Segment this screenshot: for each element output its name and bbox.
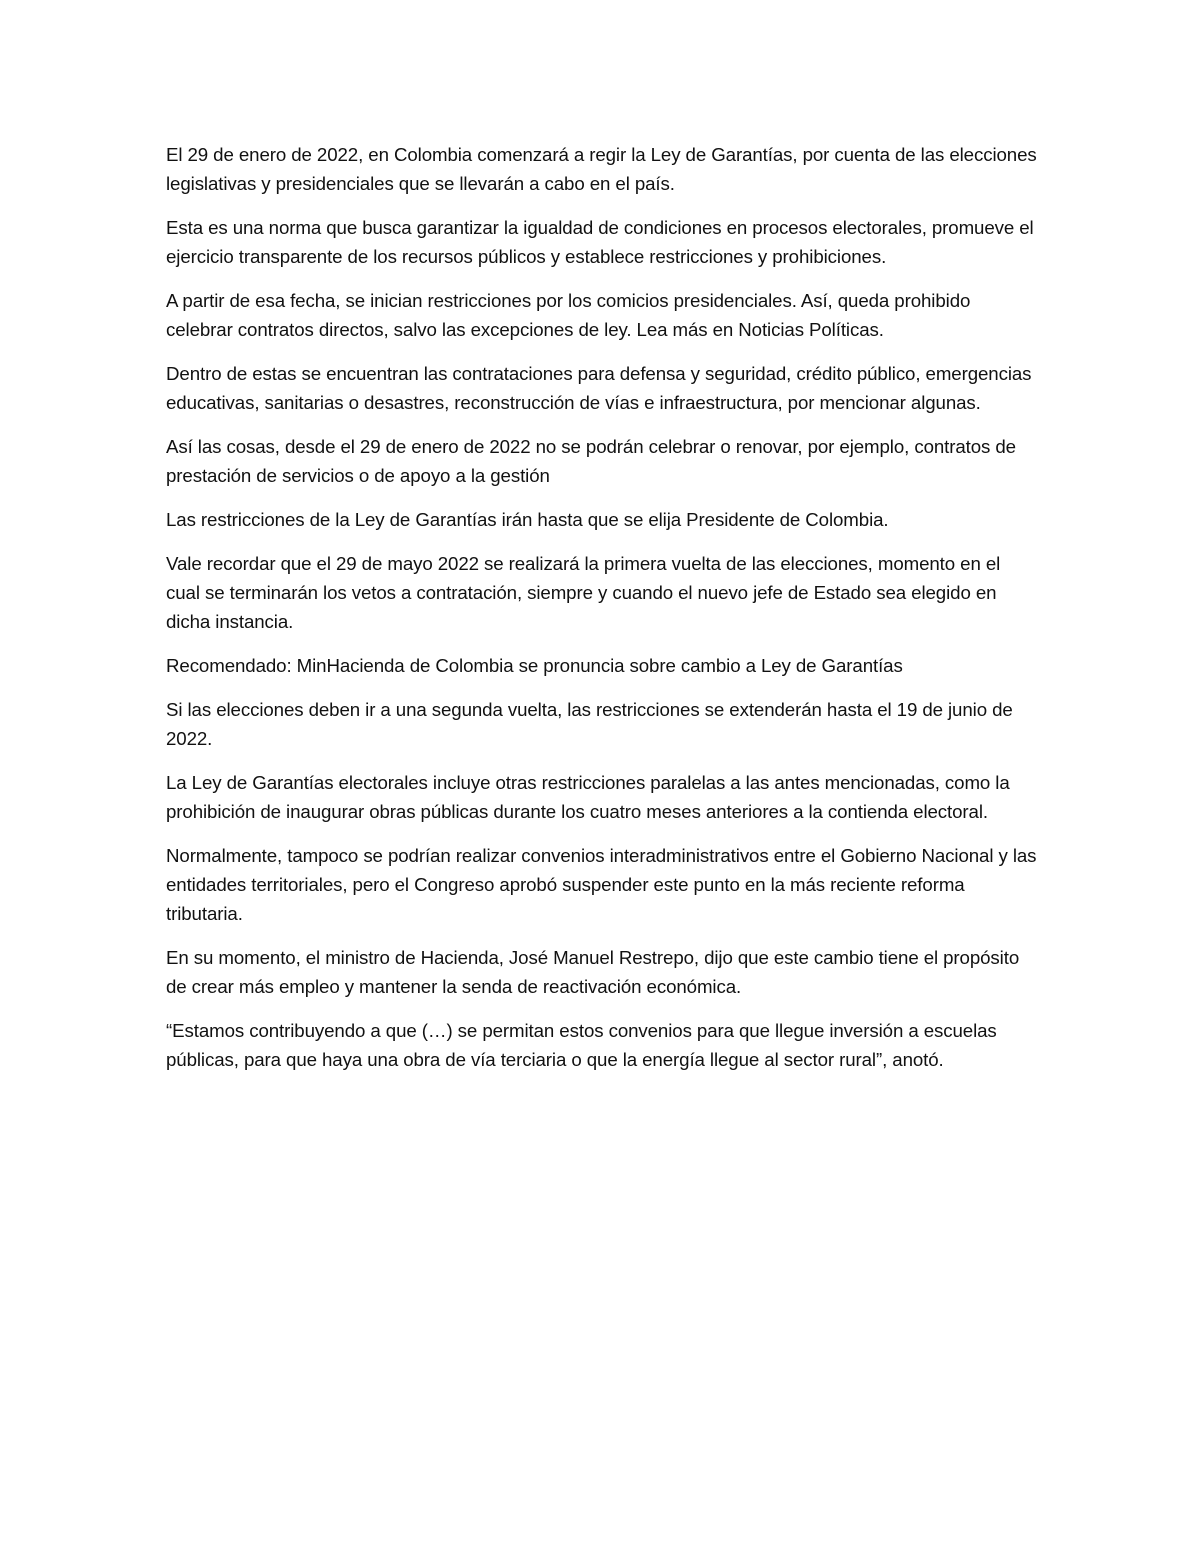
paragraph-6: Las restricciones de la Ley de Garantías irán hasta que se elija Presidente de Colombia. — [166, 509, 889, 530]
paragraph-8: Recomendado: MinHacienda de Colombia se pronuncia sobre cambio a Ley de Garantías — [166, 655, 903, 676]
paragraph-11: Normalmente, tampoco se podrían realizar convenios interadministrativos entre el Gobierno Nacional y las entidades territoriales, pero el Congreso aprobó suspender este punto en la más reciente reforma tributaria. — [166, 845, 1037, 924]
paragraph-2: Esta es una norma que busca garantizar la igualdad de condiciones en procesos electorales, promueve el ejercicio transparente de los recursos públicos y establece restricciones y prohibiciones. — [166, 217, 1034, 267]
document-body — [166, 140, 1038, 1089]
paragraph-13: “Estamos contribuyendo a que (…) se permitan estos convenios para que llegue inversión a escuelas públicas, para que haya una obra de vía terciaria o que la energía llegue al sector rural”, anotó. — [166, 1020, 997, 1070]
paragraph-1: El 29 de enero de 2022, en Colombia comenzará a regir la Ley de Garantías, por cuenta de las elecciones legislativas y presidenciales que se llevarán a cabo en el país. — [166, 144, 1037, 194]
paragraph-3: A partir de esa fecha, se inician restricciones por los comicios presidenciales. Así, queda prohibido celebrar contratos directos, salvo las excepciones de ley. Lea más en Noticias Políticas. — [166, 290, 971, 340]
paragraph-12: En su momento, el ministro de Hacienda, José Manuel Restrepo, dijo que este cambio tiene el propósito de crear más empleo y mantener la senda de reactivación económica. — [166, 947, 1020, 997]
paragraph-10: La Ley de Garantías electorales incluye otras restricciones paralelas a las antes mencionadas, como la prohibición de inaugurar obras públicas durante los cuatro meses anteriores a la contienda electoral. — [166, 772, 1010, 822]
paragraph-5: Así las cosas, desde el 29 de enero de 2022 no se podrán celebrar o renovar, por ejemplo, contratos de prestación de servicios o de apoyo a la gestión — [166, 436, 1016, 486]
paragraph-4: Dentro de estas se encuentran las contrataciones para defensa y seguridad, crédito público, emergencias educativas, sanitarias o desastres, reconstrucción de vías e infraestructura, por mencionar algunas. — [166, 363, 1032, 413]
paragraph-7: Vale recordar que el 29 de mayo 2022 se realizará la primera vuelta de las elecciones, momento en el cual se terminarán los vetos a contratación, siempre y cuando el nuevo jefe de Estado sea elegido en dicha instancia. — [166, 553, 1001, 632]
paragraph-9: Si las elecciones deben ir a una segunda vuelta, las restricciones se extenderán hasta el 19 de junio de 2022. — [166, 699, 1013, 749]
